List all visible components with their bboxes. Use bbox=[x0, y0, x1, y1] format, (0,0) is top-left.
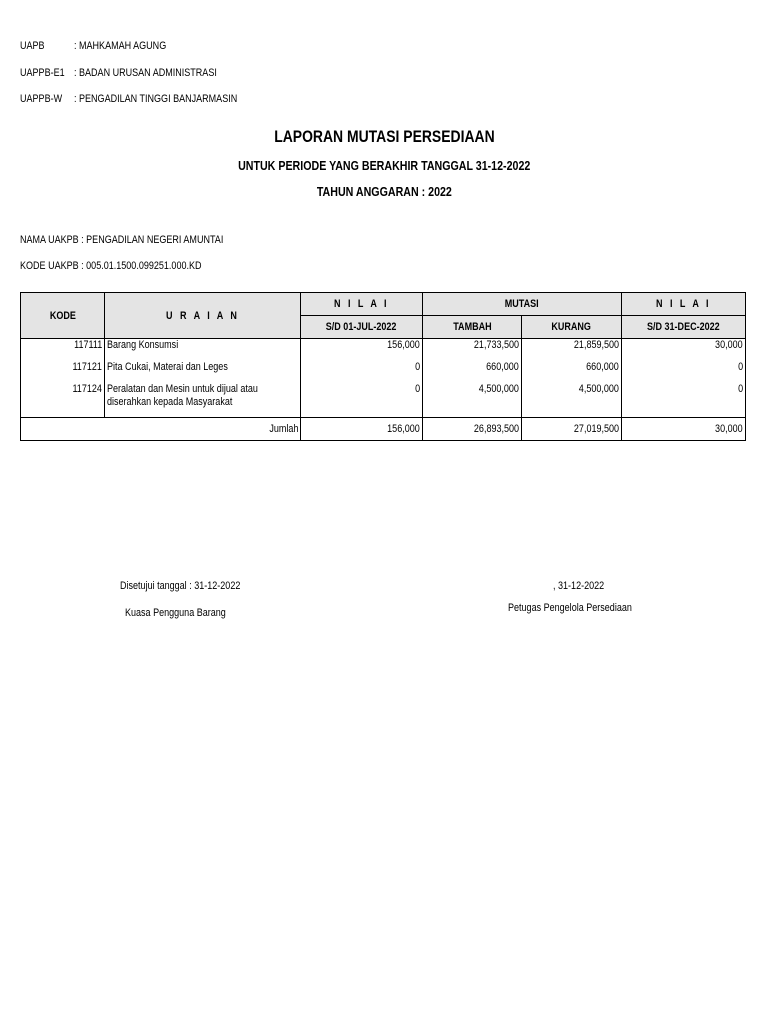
cell-kurang: 21,859,500 bbox=[522, 339, 622, 362]
report-year: TAHUN ANGGARAN : 2022 bbox=[316, 184, 452, 199]
cell-uraian: Peralatan dan Mesin untuk dijual atau diserahkan kepada Masyarakat bbox=[105, 383, 301, 417]
header-label: UAPPB-E1 bbox=[20, 67, 65, 79]
signature-right-date: , 31-12-2022 bbox=[553, 580, 605, 592]
uakpb-name: NAMA UAKPB : PENGADILAN NEGERI AMUNTAI bbox=[20, 234, 224, 246]
cell-total-tambah: 26,893,500 bbox=[423, 417, 522, 440]
col-header-kurang: KURANG bbox=[522, 316, 622, 339]
header-value: : MAHKAMAH AGUNG bbox=[74, 40, 167, 52]
report-period: UNTUK PERIODE YANG BERAKHIR TANGGAL 31-12-2022 bbox=[237, 158, 531, 173]
mutasi-table bbox=[20, 292, 746, 441]
cell-nilai-awal: 0 bbox=[301, 361, 423, 383]
signature-right-role: Petugas Pengelola Persediaan bbox=[508, 602, 632, 614]
cell-kurang: 4,500,000 bbox=[522, 383, 622, 417]
header-label: UAPB bbox=[20, 40, 45, 52]
cell-total-nilai-awal: 156,000 bbox=[301, 417, 423, 440]
col-header-tambah: TAMBAH bbox=[423, 316, 522, 339]
col-header-kode: KODE bbox=[21, 293, 105, 339]
cell-tambah: 660,000 bbox=[423, 361, 522, 383]
cell-total-label: Jumlah bbox=[21, 417, 301, 440]
cell-nilai-akhir: 30,000 bbox=[622, 339, 746, 362]
cell-kode: 117111 bbox=[21, 339, 105, 362]
uakpb-code: KODE UAKPB : 005.01.1500.099251.000.KD bbox=[20, 260, 202, 272]
col-header-nilai-end: N I L A I bbox=[622, 293, 746, 316]
table-total-row bbox=[21, 417, 746, 440]
table-row bbox=[21, 339, 746, 362]
report-title: LAPORAN MUTASI PERSEDIAAN bbox=[273, 127, 495, 146]
col-header-mutasi: MUTASI bbox=[423, 293, 622, 316]
cell-kode: 117124 bbox=[21, 383, 105, 417]
col-header-nilai-end-sub: S/D 31-DEC-2022 bbox=[622, 316, 746, 339]
cell-tambah: 4,500,000 bbox=[423, 383, 522, 417]
col-header-nilai-start-sub: S/D 01-JUL-2022 bbox=[301, 316, 423, 339]
cell-kode: 117121 bbox=[21, 361, 105, 383]
header-label: UAPPB-W bbox=[20, 93, 63, 105]
header-value: : BADAN URUSAN ADMINISTRASI bbox=[74, 67, 217, 79]
col-header-nilai-start: N I L A I bbox=[301, 293, 423, 316]
cell-nilai-awal: 156,000 bbox=[301, 339, 423, 362]
cell-kurang: 660,000 bbox=[522, 361, 622, 383]
table-row bbox=[21, 383, 746, 417]
cell-uraian: Barang Konsumsi bbox=[105, 339, 301, 362]
cell-total-nilai-akhir: 30,000 bbox=[622, 417, 746, 440]
cell-total-kurang: 27,019,500 bbox=[522, 417, 622, 440]
signature-left-date: Disetujui tanggal : 31-12-2022 bbox=[120, 580, 241, 592]
cell-tambah: 21,733,500 bbox=[423, 339, 522, 362]
col-header-uraian: U R A I A N bbox=[105, 293, 301, 339]
header-value: : PENGADILAN TINGGI BANJARMASIN bbox=[74, 93, 238, 105]
table-row bbox=[21, 361, 746, 383]
cell-nilai-awal: 0 bbox=[301, 383, 423, 417]
signature-left-role: Kuasa Pengguna Barang bbox=[125, 607, 226, 619]
cell-nilai-akhir: 0 bbox=[622, 361, 746, 383]
cell-nilai-akhir: 0 bbox=[622, 383, 746, 417]
cell-uraian: Pita Cukai, Materai dan Leges bbox=[105, 361, 301, 383]
